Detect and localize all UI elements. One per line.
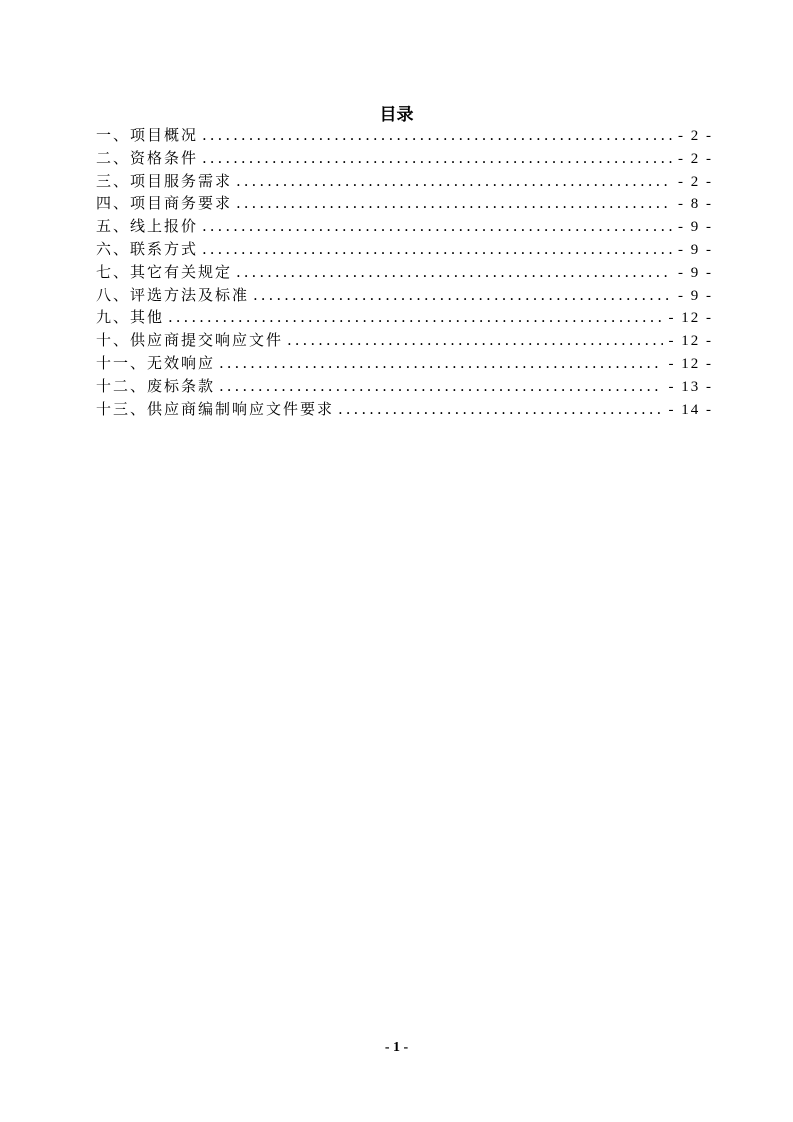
toc-entry[interactable] [96,398,713,421]
toc-entry-label: 二、资格条件 [96,148,199,167]
toc-entry-label: 十二、废标条款 [96,376,216,395]
toc-entry[interactable] [96,147,713,170]
toc-entry[interactable] [96,306,713,329]
toc-entry[interactable] [96,329,713,352]
toc-entry-page: - 14 - [668,401,713,418]
toc-entry-page: - 12 - [668,310,713,327]
toc-entry-label: 一、项目概况 [96,126,199,144]
toc-entry-label: 七、其它有关规定 [96,262,233,281]
toc-entry[interactable] [96,215,713,238]
toc-entry-label: 五、线上报价 [96,217,199,236]
toc-entry-page: - 9 - [678,219,713,236]
toc-entry-page: - 2 - [678,150,713,167]
toc-entry[interactable] [96,170,713,193]
toc-entry[interactable] [96,192,713,215]
toc-dot-leader [219,375,662,398]
toc-dot-leader [338,398,662,421]
toc-entry-page: - 2 - [678,173,713,190]
toc-dot-leader [168,306,662,329]
toc-entry-page: - 8 - [678,196,713,213]
toc-entry-label: 十、供应商提交响应文件 [96,331,284,350]
toc-entry[interactable] [96,261,713,284]
table-of-contents [96,124,713,420]
toc-entry-label: 九、其他 [96,308,165,327]
toc-entry-label: 四、项目商务要求 [96,194,233,213]
toc-dot-leader [236,192,672,215]
toc-entry-label: 六、联系方式 [96,239,199,258]
toc-entry-page: - 12 - [668,355,713,372]
toc-entry-label: 八、评选方法及标准 [96,285,250,304]
toc-entry-page: - 9 - [678,264,713,281]
toc-entry-label: 十一、无效响应 [96,353,216,372]
toc-dot-leader [202,238,672,261]
toc-dot-leader [219,352,662,375]
toc-entry-page: - 12 - [668,333,713,350]
toc-dot-leader [202,147,672,170]
toc-entry-label: 三、项目服务需求 [96,171,233,190]
toc-dot-leader [202,124,672,147]
toc-dot-leader [202,215,672,238]
toc-entry[interactable] [96,284,713,307]
toc-dot-leader [236,170,672,193]
toc-entry-page: - 2 - [678,128,713,144]
toc-title: 目录 [379,105,414,125]
toc-entry-page: - 13 - [668,378,713,395]
toc-dot-leader [253,284,672,307]
page-number: - 1 - [384,1040,409,1055]
toc-entry[interactable] [96,124,713,147]
toc-dot-leader [236,261,672,284]
toc-dot-leader [287,329,662,352]
toc-entry[interactable] [96,352,713,375]
toc-entry-page: - 9 - [678,287,713,304]
toc-entry[interactable] [96,375,713,398]
toc-entry-page: - 9 - [678,241,713,258]
toc-entry-label: 十三、供应商编制响应文件要求 [96,399,335,418]
toc-entry[interactable] [96,238,713,261]
